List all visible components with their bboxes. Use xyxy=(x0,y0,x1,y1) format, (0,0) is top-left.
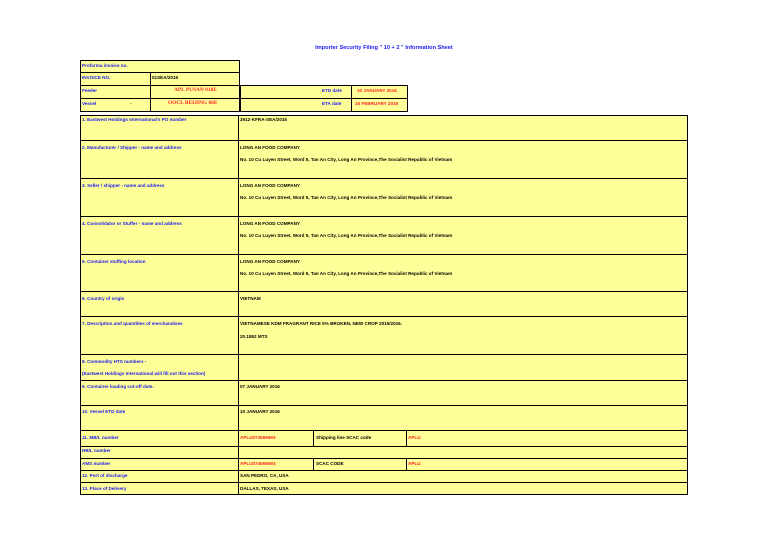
mbl-value: APLU074556593 xyxy=(240,435,276,440)
cutoff-label: 9. Container loading cut-off date. xyxy=(82,384,154,389)
invoice-value: 01SEA/2016 xyxy=(152,75,179,80)
stuffing-label: 5. Container stuffing location xyxy=(82,259,146,264)
scac-value: APLU xyxy=(408,435,421,440)
description-label: 7. Description and quantities of merchandises xyxy=(82,321,183,326)
eta-label: ETA date xyxy=(322,101,342,106)
proforma-label: Proforma invoice no. xyxy=(82,63,128,68)
delivery-value: DALLAS, TEXAS, USA xyxy=(240,486,289,491)
consolidator-label: 4. Consolidator or Stuffer - name and address xyxy=(82,221,182,226)
description-value: VIETNAMESE KDM FRAGRANT RICE 5% BROKEN, NEW CROP 2015/2016. xyxy=(240,321,403,326)
vessel-etd-label: 10. Vessel ETD date xyxy=(82,409,126,414)
seller-label: 3. Seller / shipper - name and address xyxy=(82,183,165,188)
vessel-value: OOCL BEIJING 66E xyxy=(168,100,218,106)
vessel-dash: - xyxy=(130,101,132,106)
vessel-etd-value: 10 JANUARY 2016 xyxy=(240,409,280,414)
seller-address: No. 10 Cu Luyen Street, Word 5, Tan An City, Long An Province,The Socialist Republic of Vietnam xyxy=(240,195,453,200)
etd-value: 10 JANUARY 2016 xyxy=(357,88,397,93)
stuffing-address: No. 10 Cu Luyen Street, Word 5, Tan An City, Long An Province,The Socialist Republic of Vietnam xyxy=(240,271,453,276)
stuffing-name: LONG AN FOOD COMPANY xyxy=(240,259,300,264)
quantity-value: 20.1852 MTS xyxy=(240,334,268,339)
ams-value: APLU074556593 xyxy=(240,461,276,466)
hts-label: 8. Commodity HTS numbers - xyxy=(82,359,147,364)
discharge-value: SAN PEDRO, CA, USA xyxy=(240,473,289,478)
hbl-label: HB/L number xyxy=(82,448,111,453)
eta-value: 16 FEBRUARY 2016 xyxy=(355,101,399,106)
hts-note: (Eastwest Holdings International will fill out this section) xyxy=(82,371,206,376)
delivery-label: 13. Place of Delivery xyxy=(82,486,127,491)
vessel-label: Vessel xyxy=(82,101,97,106)
po-value: 2912-KFRA-SEA/2015 xyxy=(240,117,287,122)
cutoff-value: 07 JANUARY 2016 xyxy=(240,384,280,389)
feeder-label: Feeder xyxy=(82,88,98,93)
feeder-value: APL PUSAN 018E xyxy=(174,87,217,93)
manufacturer-label: 2. Manufacturer / Shipper - name and address xyxy=(82,145,182,150)
etd-label: ETD date xyxy=(322,88,342,93)
sheet-title: Importer Security Filing " 10 + 2 " Information Sheet xyxy=(315,45,453,51)
ams-label: AMS number xyxy=(82,461,111,466)
mbl-label: 11. MB/L number xyxy=(82,435,119,440)
consolidator-address: No. 10 Cu Luyen Street, Word 5, Tan An City, Long An Province,The Socialist Republic of Vietnam xyxy=(240,233,453,238)
manufacturer-name: LONG AN FOOD COMPANY xyxy=(240,145,300,150)
scac-label: Shipping line SCAC code xyxy=(316,435,372,440)
origin-value: VIETNAM xyxy=(240,296,261,301)
invoice-label: INVOICE NO. xyxy=(82,75,111,80)
seller-name: LONG AN FOOD COMPANY xyxy=(240,183,300,188)
po-label: 1. Eastwest Holdings International's PO number xyxy=(82,117,187,122)
origin-label: 6. Country of origin xyxy=(82,296,125,301)
scac-code-label: SCAC CODE xyxy=(316,461,344,466)
info-table-box xyxy=(80,115,688,495)
discharge-label: 12. Port of discharge xyxy=(82,473,128,478)
scac-code-value: APLU xyxy=(408,461,421,466)
manufacturer-address: No. 10 Cu Luyen Street, Word 5, Tan An City, Long An Province,The Socialist Republic of Vietnam xyxy=(240,157,453,162)
consolidator-name: LONG AN FOOD COMPANY xyxy=(240,221,300,226)
